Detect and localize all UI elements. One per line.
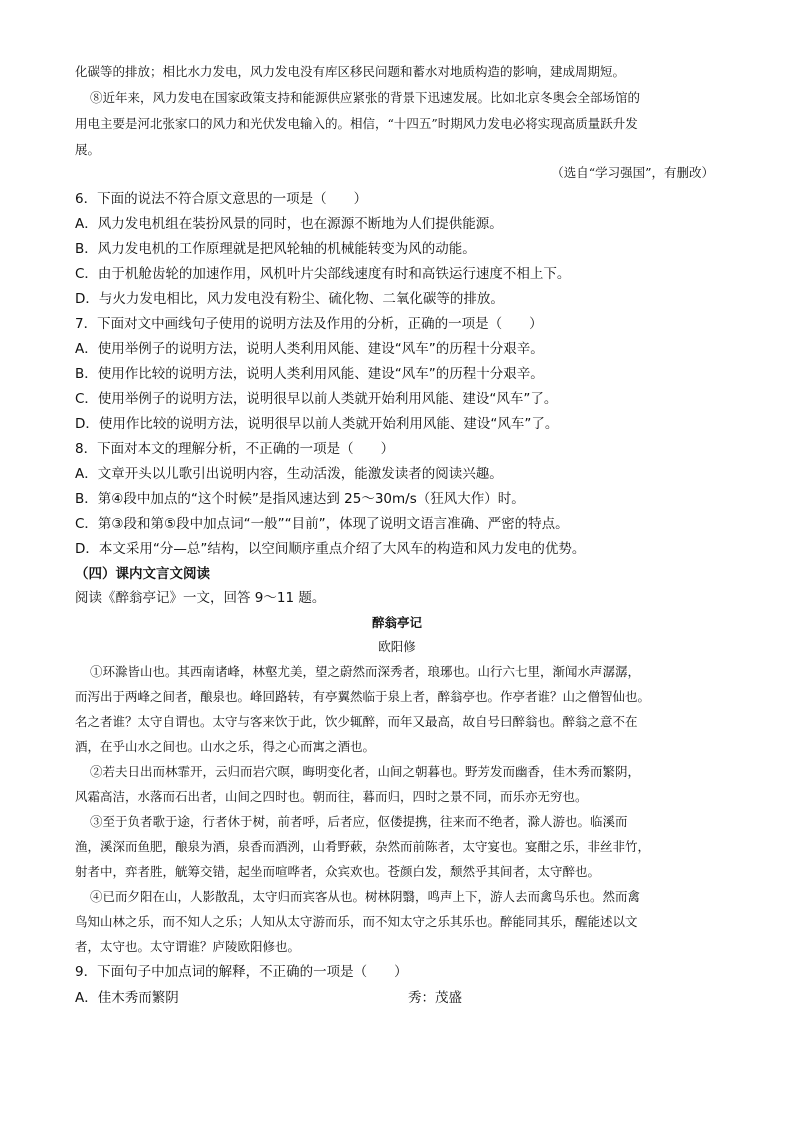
q7-option-b: B．使用作比较的说明方法，说明人类利用风能、建设“风车”的历程十分艰辛。 xyxy=(75,366,544,382)
q7-stem: 7．下面对文中画线句子使用的说明方法及作用的分析，正确的一项是（ ） xyxy=(75,316,543,332)
q8-option-a: A．文章开头以儿歌引出说明内容，生动活泼，能激发读者的阅读兴趣。 xyxy=(75,466,503,482)
classical-line-3: 名之者谁？太守自谓也。太守与客来饮于此，饮少辄醉，而年又最高，故自号曰醉翁也。醉翁之意不在 xyxy=(75,714,638,729)
reading-instruction: 阅读《醉翁亭记》一文，回答 9～11 题。 xyxy=(75,590,326,606)
q6-option-b: B．风力发电机的工作原理就是把风轮轴的机械能转变为风的动能。 xyxy=(75,241,476,257)
section-title: （四）课内文言文阅读 xyxy=(75,566,210,582)
classical-line-7: ③至于负者歌于途，行者休于树，前者呼，后者应，伛偻提携，往来而不绝者，滁人游也。临溪而 xyxy=(90,814,628,829)
classical-line-4: 酒，在乎山水之间也。山水之乐，得之心而寓之酒也。 xyxy=(75,739,376,754)
q6-option-c: C．由于机舱齿轮的加速作用，风机叶片尖部线速度有时和高铁运行速度不相上下。 xyxy=(75,266,571,282)
q7-option-d: D．使用作比较的说明方法，说明很早以前人类就开始利用风能、建设“风车”了。 xyxy=(75,416,559,432)
passage-line-2: ⑧近年来，风力发电在国家政策支持和能源供应紧张的背景下迅速发展。比如北京冬奥会全部场馆的 xyxy=(90,90,641,105)
classical-line-10: ④已而夕阳在山，人影散乱，太守归而宾客从也。树林阴翳，鸣声上下，游人去而禽鸟乐也。然而禽 xyxy=(90,889,641,904)
classical-line-9: 射者中，弈者胜，觥筹交错，起坐而喧哗者，众宾欢也。苍颜白发，颓然乎其间者，太守醉也。 xyxy=(75,864,601,879)
q7-option-a: A．使用举例子的说明方法，说明人类利用风能、建设“风车”的历程十分艰辛。 xyxy=(75,341,544,357)
q6-stem: 6．下面的说法不符合原文意思的一项是（ ） xyxy=(75,191,368,207)
q9-option-a-gloss: 秀：茂盛 xyxy=(408,990,462,1006)
classical-line-6: 风霜高洁，水落而石出者，山间之四时也。朝而往，暮而归，四时之景不同，而乐亦无穷也。 xyxy=(75,789,588,804)
classical-line-2: 而泻出于两峰之间者，酿泉也。峰回路转，有亭翼然临于泉上者，醉翁亭也。作亭者谁？山之僧智仙也。 xyxy=(75,689,651,704)
q9-option-a: A．佳木秀而繁阴 xyxy=(75,990,179,1006)
q8-option-b: B．第④段中加点的“这个时候”是指风速达到 25～30m/s（狂风大作）时。 xyxy=(75,491,525,507)
q9-stem: 9．下面句子中加点词的解释，不正确的一项是（ ） xyxy=(75,964,408,980)
classical-author: 欧阳修 xyxy=(378,639,416,654)
classical-title: 醉翁亭记 xyxy=(371,615,422,630)
classical-line-1: ①环滁皆山也。其西南诸峰，林壑尤美，望之蔚然而深秀者，琅琊也。山行六七里，渐闻水声潺潺， xyxy=(90,664,641,679)
passage-line-1: 化碳等的排放；相比水力发电，风力发电没有库区移民问题和蓄水对地质构造的影响，建成周期短。 xyxy=(75,64,626,79)
classical-line-11: 鸟知山林之乐，而不知人之乐；人知从太守游而乐，而不知太守之乐其乐也。醉能同其乐，醒能述以文 xyxy=(75,914,638,929)
q8-option-c: C．第③段和第⑤段中加点词“一般”“目前”，体现了说明文语言准确、严密的特点。 xyxy=(75,516,569,532)
source-note: （选自“学习强国”，有删改） xyxy=(551,165,714,180)
classical-line-12: 者，太守也。太守谓谁？庐陵欧阳修也。 xyxy=(75,939,301,954)
q7-option-c: C．使用举例子的说明方法，说明很早以前人类就开始利用风能、建设“风车”了。 xyxy=(75,391,558,407)
q8-stem: 8．下面对本文的理解分析，不正确的一项是（ ） xyxy=(75,441,395,457)
q6-option-a: A．风力发电机组在装扮风景的同时，也在源源不断地为人们提供能源。 xyxy=(75,216,503,232)
passage-line-4: 展。 xyxy=(75,142,101,157)
classical-line-8: 渔，溪深而鱼肥，酿泉为酒，泉香而酒洌，山肴野蔌，杂然而前陈者，太守宴也。宴酣之乐，非丝非竹， xyxy=(75,839,651,854)
classical-line-5: ②若夫日出而林霏开，云归而岩穴暝，晦明变化者，山间之朝暮也。野芳发而幽香，佳木秀而繁阴， xyxy=(90,764,641,779)
q8-option-d: D．本文采用“分—总”结构，以空间顺序重点介绍了大风车的构造和风力发电的优势。 xyxy=(75,541,586,557)
q6-option-d: D．与火力发电相比，风力发电没有粉尘、硫化物、二氧化碳等的排放。 xyxy=(75,291,504,307)
passage-line-3: 用电主要是河北张家口的风力和光伏发电输入的。相信，“十四五”时期风力发电必将实现高质量跃升发 xyxy=(75,116,638,131)
